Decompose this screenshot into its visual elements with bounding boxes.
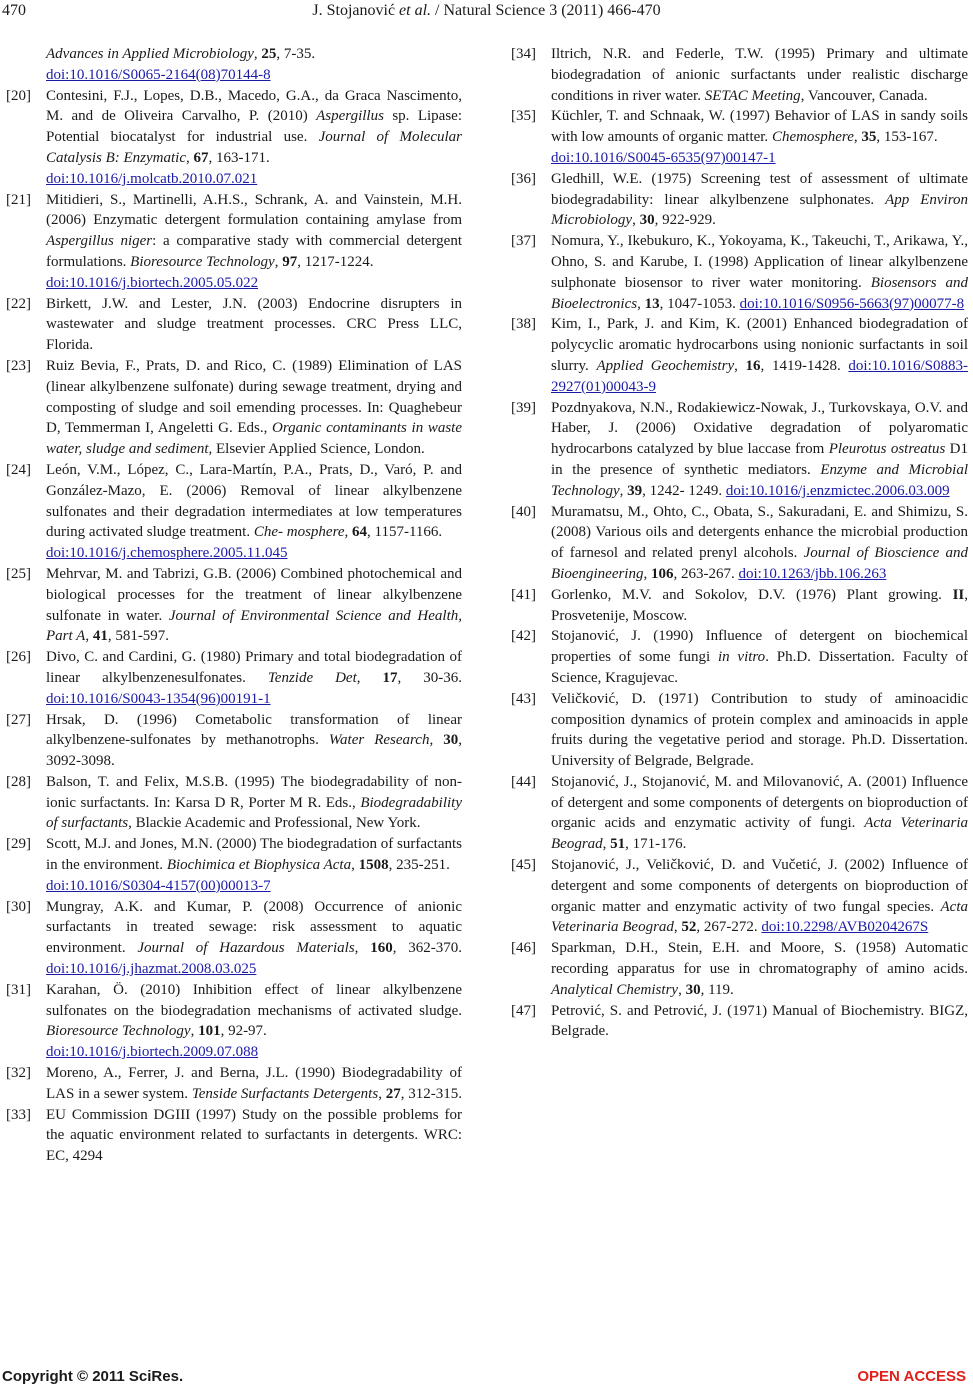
doi-link[interactable]: doi:10.1016/j.chemosphere.2005.11.045 bbox=[46, 545, 288, 562]
reference-text: Balson, T. and Felix, M.S.B. (1995) The biodegradability of non-ionic surfactants. In: Karsa D R, Porter M R. Eds., Biodegradability of surfactants, Blackie Academic and Professional, New York. bbox=[46, 773, 462, 832]
reference-item bbox=[511, 314, 968, 397]
doi-link[interactable]: doi:10.2298/AVB0204267S bbox=[761, 919, 929, 936]
reference-item bbox=[511, 689, 968, 772]
reference-number: [39] bbox=[511, 399, 536, 416]
reference-item bbox=[511, 169, 968, 231]
doi-link[interactable]: doi:10.1263/jbb.106.263 bbox=[738, 565, 887, 582]
reference-number: [41] bbox=[511, 586, 536, 603]
doi-link[interactable]: doi:10.1016/S0065-2164(08)70144-8 bbox=[46, 66, 271, 83]
reference-text: Pozdnyakova, N.N., Rodakiewicz-Nowak, J., Turkovskaya, O.V. and Haber, J. (2006) Oxidative degradation of polyaromatic hydrocarbons catalyzed by blue laccase from Pleurotus ostreatus D1 in the presence of synthetic mediators. Enzyme and Microbial Technology, 39, 1242- 1249. doi:10.1016/j.enzmictec.2006.03.009 bbox=[551, 399, 968, 499]
doi-link[interactable]: doi:10.1016/j.biortech.2005.05.022 bbox=[46, 274, 259, 291]
continuation-details: , 25, 7-35. bbox=[253, 46, 316, 62]
reference-number: [29] bbox=[6, 836, 31, 853]
reference-item bbox=[6, 564, 462, 647]
reference-number: [36] bbox=[511, 170, 536, 187]
page-header bbox=[0, 0, 973, 24]
reference-item bbox=[6, 356, 462, 460]
doi-link[interactable]: doi:10.1016/S0045-6535(97)00147-1 bbox=[551, 149, 776, 166]
reference-number: [32] bbox=[6, 1065, 31, 1082]
doi-link[interactable]: doi:10.1016/j.molcatb.2010.07.021 bbox=[46, 170, 258, 187]
reference-text: Iltrich, N.R. and Federle, T.W. (1995) Primary and ultimate biodegradation of anionic surfactants under realistic discharge conditions in river water. SETAC Meeting, Vancouver, Canada. bbox=[551, 46, 968, 104]
reference-number: [30] bbox=[6, 898, 31, 915]
reference-text: Stojanović, J. (1990) Influence of detergent on biochemical properties of some fungi in vitro. Ph.D. Dissertation. Faculty of Science, Kragujevac. bbox=[551, 628, 968, 686]
reference-item bbox=[511, 398, 968, 502]
copyright-footer: Copyright © 2011 SciRes. bbox=[2, 1368, 184, 1385]
reference-item bbox=[511, 44, 968, 106]
reference-text: Divo, C. and Cardini, G. (1980) Primary and total biodegradation of linear alkylbenzenesulfonates. Tenzide Det, 17, 30-36. doi:10.1016/S0043-1354(96)00191-1 bbox=[46, 649, 463, 707]
reference-item bbox=[6, 1105, 462, 1167]
reference-item bbox=[6, 294, 462, 356]
reference-column-left bbox=[6, 44, 462, 1167]
reference-number: [23] bbox=[6, 357, 31, 374]
reference-text: Scott, M.J. and Jones, M.N. (2000) The biodegradation of surfactants in the environment. Biochimica et Biophysica Acta, 1508, 235-251. doi:10.1016/S0304-4157(00)00013-7 bbox=[46, 836, 462, 894]
reference-item bbox=[511, 585, 968, 627]
reference-item bbox=[511, 938, 968, 1000]
reference-item bbox=[511, 1001, 968, 1043]
reference-item bbox=[6, 1063, 462, 1105]
reference-text: Contesini, F.J., Lopes, D.B., Macedo, G.A., da Graca Nascimento, M. and de Oliveira Carvalho, P. (2010) Aspergillus sp. Lipase: Potential biocatalyst for industrial use. Journal of Molecular Catalysis B: Enzymatic, 67, 163-171. doi:10.1016/j.molcatb.2010.07.021 bbox=[46, 87, 462, 187]
reference-number: [28] bbox=[6, 773, 31, 790]
reference-text: Gledhill, W.E. (1975) Screening test of assessment of ultimate biodegradability: linear alkylbenzene sulphonates. App Environ Microbiology, 30, 922-929. bbox=[551, 170, 968, 229]
reference-number: [44] bbox=[511, 773, 536, 790]
reference-number: [31] bbox=[6, 981, 31, 998]
reference-text: Mitidieri, S., Martinelli, A.H.S., Schrank, A. and Vainstein, M.H. (2006) Enzymatic detergent formulation containing amylase from Aspergillus niger: a comparative stady with commercial detergent formulations. Bioresource Technology, 97, 1217-1224. doi:10.1016/j.biortech.2005.05.022 bbox=[46, 191, 462, 291]
reference-text: Petrović, S. and Petrović, J. (1971) Manual of Biochemistry. BIGZ, Belgrade. bbox=[551, 1002, 968, 1040]
reference-number: [37] bbox=[511, 233, 536, 250]
reference-text: Ruiz Bevia, F., Prats, D. and Rico, C. (1989) Elimination of LAS (linear alkylbenzene sulfonate) during sewage treatment, drying and composting of sludge and soil emending processes. In: Quaghebeur D, Temmerman I, Angeletti G. Eds., Organic contaminants in waste water, sludge and sediment, Elsevier Applied Science, London. bbox=[46, 357, 462, 458]
reference-text: Gorlenko, M.V. and Sokolov, D.V. (1976) Plant growing. II, Prosvetenije, Moscow. bbox=[551, 586, 968, 624]
reference-text: EU Commission DGIII (1997) Study on the possible problems for the aquatic environment related to surfactants in detergents. WRC: EC, 4294 bbox=[46, 1106, 462, 1165]
doi-link[interactable]: doi:10.1016/S0043-1354(96)00191-1 bbox=[46, 690, 271, 707]
reference-text: León, V.M., López, C., Lara-Martín, P.A., Prats, D., Varó, P. and González-Mazo, E. (2006) Removal of linear alkylbenzene sulfonates and their degradation intermediates at low temperatures during activated sludge treatment. Che- mosphere, 64, 1157-1166. doi:10.1016/j.chemosphere.2005.11.045 bbox=[46, 461, 462, 562]
reference-column-right bbox=[511, 44, 968, 1042]
reference-item bbox=[511, 855, 968, 938]
open-access-label: OPEN ACCESS bbox=[857, 1368, 966, 1385]
reference-item bbox=[6, 190, 462, 294]
reference-text: Mungray, A.K. and Kumar, P. (2008) Occurrence of anionic surfactants in treated sewage: risk assessment to aquatic environment. Journal of Hazardous Materials, 160, 362-370. doi:10.1016/j.jhazmat.2008.03.025 bbox=[46, 898, 463, 978]
reference-number: [40] bbox=[511, 503, 536, 520]
continuation-journal: Advances in Applied Microbiology bbox=[46, 46, 254, 62]
doi-link[interactable]: doi:10.1016/j.enzmictec.2006.03.009 bbox=[725, 482, 950, 499]
reference-number: [22] bbox=[6, 295, 31, 312]
doi-link[interactable]: doi:10.1016/j.biortech.2009.07.088 bbox=[46, 1044, 259, 1061]
reference-item bbox=[6, 897, 462, 980]
reference-text: Kim, I., Park, J. and Kim, K. (2001) Enhanced biodegradation of polycyclic aromatic hydrocarbons using nonionic surfactants in soil slurry. Applied Geochemistry, 16, 1419-1428. doi:10.1016/S0883-2927(01)00043-9 bbox=[551, 316, 968, 395]
reference-text: Mehrvar, M. and Tabrizi, G.B. (2006) Combined photochemical and biological processes for the treatment of linear alkylbenzene sulfonate in water. Journal of Environmental Science and Health, Part A, 41, 581-597. bbox=[46, 565, 462, 645]
reference-text: Stojanović, J., Stojanović, M. and Milovanović, A. (2001) Influence of detergent and some components of detergents on bioproduction of organic acids and enzymatic activity of fungi. Acta Veterinaria Beograd, 51, 171-176. bbox=[551, 773, 969, 853]
doi-link[interactable]: doi:10.1016/S0956-5663(97)00077-8 bbox=[739, 295, 965, 312]
reference-number: [45] bbox=[511, 857, 536, 874]
reference-text: Moreno, A., Ferrer, J. and Berna, J.L. (1990) Biodegradability of LAS in a sewer system. Tenside Surfactants Detergents, 27, 312-315. bbox=[46, 1065, 462, 1102]
reference-number: [24] bbox=[6, 461, 31, 478]
reference-text: Birkett, J.W. and Lester, J.N. (2003) Endocrine disrupters in wastewater and sludge treatment processes. CRC Press LLC, Florida. bbox=[46, 295, 462, 354]
doi-link[interactable]: doi:10.1016/S0883-2927(01)00043-9 bbox=[551, 357, 968, 395]
reference-item bbox=[511, 502, 968, 585]
reference-number: [38] bbox=[511, 316, 536, 333]
reference-item bbox=[6, 460, 462, 564]
reference-text: Sparkman, D.H., Stein, E.H. and Moore, S. (1958) Automatic recording apparatus for use in chromatography of amino acids. Analytical Chemistry, 30, 119. bbox=[551, 940, 968, 998]
reference-item bbox=[6, 647, 462, 709]
reference-item bbox=[6, 86, 462, 190]
reference-item bbox=[6, 834, 462, 896]
reference-number: [26] bbox=[6, 649, 31, 666]
reference-number: [47] bbox=[511, 1002, 536, 1019]
reference-text: Hrsak, D. (1996) Cometabolic transformation of linear alkylbenzene-sulfonates by methanotrophs. Water Research, 30, 3092-3098. bbox=[46, 711, 462, 770]
reference-text: Veličković, D. (1971) Contribution to study of aminoacidic composition dynamics of protein complex and aminoacids in apple fruits during the vegetative period and storage. Ph.D. Dissertation. University of Belgrade, Belgrade. bbox=[551, 690, 968, 770]
page-number: 470 bbox=[2, 2, 26, 19]
reference-item bbox=[6, 710, 462, 772]
reference-text: Küchler, T. and Schnaak, W. (1997) Behavior of LAS in sandy soils with low amounts of organic matter. Chemosphere, 35, 153-167. doi:10.1016/S0045-6535(97)00147-1 bbox=[551, 108, 968, 166]
reference-number: [33] bbox=[6, 1106, 31, 1123]
reference-number: [27] bbox=[6, 711, 31, 728]
reference-number: [34] bbox=[511, 46, 536, 62]
reference-item bbox=[511, 626, 968, 688]
running-head: J. Stojanović et al. / Natural Science 3 (2011) 466-470 bbox=[312, 2, 661, 19]
doi-link[interactable]: doi:10.1016/S0304-4157(00)00013-7 bbox=[46, 877, 271, 894]
doi-link[interactable]: doi:10.1016/j.jhazmat.2008.03.025 bbox=[46, 961, 257, 978]
reference-text: Karahan, Ö. (2010) Inhibition effect of linear alkylbenzene sulfonates on the biodegradation mechanisms of activated sludge. Bioresource Technology, 101, 92-97. doi:10.1016/j.biortech.2009.07.088 bbox=[46, 981, 462, 1061]
reference-text: Stojanović, J., Veličković, D. and Vučetić, J. (2002) Influence of detergent and some components of detergents on bioproduction of organic matter and enzymatic activity of two fungal species. Acta Veterinaria Beograd, 52, 267-272. doi:10.2298/AVB0204267S bbox=[551, 857, 968, 936]
reference-number: [35] bbox=[511, 108, 536, 125]
reference-continuation bbox=[6, 44, 462, 86]
reference-item bbox=[511, 231, 968, 314]
reference-number: [20] bbox=[6, 87, 31, 104]
reference-number: [46] bbox=[511, 940, 536, 957]
reference-number: [42] bbox=[511, 628, 536, 645]
reference-item bbox=[6, 772, 462, 834]
reference-item bbox=[511, 772, 968, 855]
reference-number: [25] bbox=[6, 565, 31, 582]
reference-number: [43] bbox=[511, 690, 536, 707]
reference-text: Muramatsu, M., Ohto, C., Obata, S., Sakuradani, E. and Shimizu, S. (2008) Various oils and detergents enhance the microbial production of farnesol and related prenyl alcohols. Journal of Bioscience and Bioengineering, 106, 263-267. doi:10.1263/jbb.106.263 bbox=[551, 503, 968, 582]
reference-item bbox=[6, 980, 462, 1063]
reference-number: [21] bbox=[6, 191, 31, 208]
reference-item bbox=[511, 106, 968, 168]
reference-text: Nomura, Y., Ikebukuro, K., Yokoyama, K., Takeuchi, T., Arikawa, Y., Ohno, S. and Karube, I. (1998) Application of linear alkylbenzene sulphonate biosensor to river water monitoring. Biosensors and Bioelectronics, 13, 1047-1053. doi:10.1016/S0956-5663(97)00077-8 bbox=[551, 233, 968, 312]
